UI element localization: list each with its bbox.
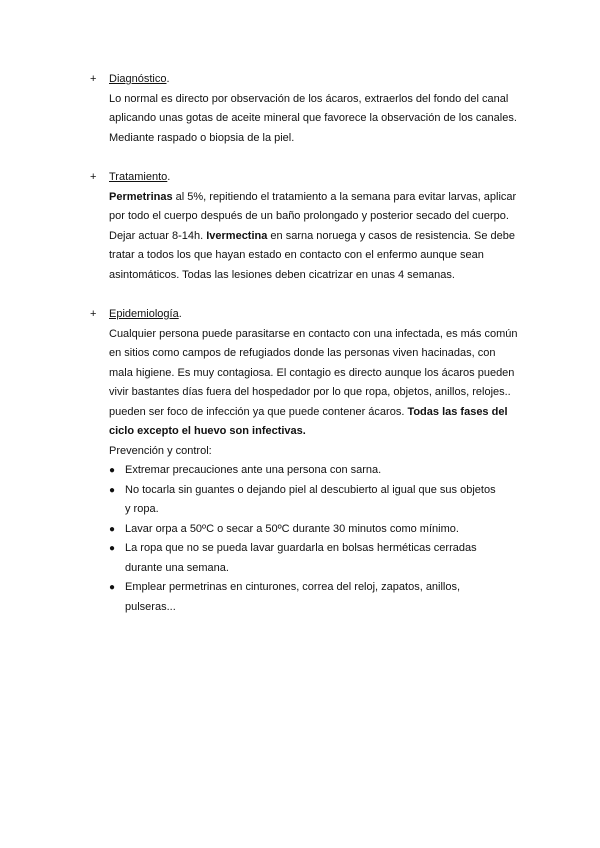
tratamiento-text — [109, 188, 519, 286]
bold-permetrinas: Permetrinas — [109, 190, 173, 203]
prevencion-label: Prevención y control: — [109, 444, 212, 457]
epidemiologia-text-1: Cualquier persona puede parasitarse en contacto con una infectada, es más común en sitios como campos de refugiados donde las personas viven hacinadas, con mala higiene. Es muy contagiosa. El contagio es directo aunque los ácaros pueden vivir bastantes días fuera del hospedador por lo que ropa, objetos, anillos, relojes.. pueden ser foco de infección ya que puede contener ácaros. — [109, 327, 518, 418]
list-item: ● Lavar orpa a 50ºC o secar a 50ºC durante 30 minutos como mínimo. — [90, 520, 500, 540]
epidemiologia-text — [109, 325, 519, 442]
heading-diagnostico: Diagnóstico — [109, 73, 167, 85]
plus-bullet: + — [90, 171, 97, 183]
heading-epidemiologia: Epidemiología — [109, 308, 179, 320]
section-body — [109, 325, 519, 462]
dot-bullet: ● — [109, 543, 116, 554]
prevencion-list — [90, 461, 530, 617]
plus-bullet: + — [90, 308, 97, 320]
heading-suffix: . — [178, 308, 182, 320]
section-heading — [90, 168, 530, 188]
plus-bullet: + — [90, 73, 97, 85]
bold-fases-infectivas: Todas las fases del ciclo excepto el huevo son infectivas. — [109, 405, 508, 437]
section-body — [109, 90, 519, 149]
section-heading — [90, 70, 530, 90]
section-diagnostico — [90, 70, 530, 148]
dot-bullet: ● — [109, 484, 116, 496]
section-body — [109, 188, 519, 286]
heading-suffix: . — [167, 171, 171, 183]
section-heading — [90, 305, 530, 325]
tratamiento-text-2: en sarna noruega y casos de resistencia. Se debe tratar a todos los que hayan estado en contacto con el enfermo aunque sean asintomáticos. Todas las lesiones deben cicatrizar en unas 4 semanas. — [109, 229, 516, 281]
dot-bullet: ● — [109, 465, 116, 476]
heading-tratamiento: Tratamiento — [109, 171, 168, 183]
list-item: ● La ropa que no se pueda lavar guardarla en bolsas herméticas cerradas durante una semana. — [90, 539, 500, 578]
heading-suffix: . — [166, 73, 170, 85]
list-item: ● Emplear permetrinas en cinturones, correa del reloj, zapatos, anillos, pulseras... — [90, 578, 500, 617]
bold-ivermectina: Ivermectina — [206, 229, 268, 242]
list-item: ● No tocarla sin guantes o dejando piel al descubierto al igual que sus objetos y ropa. — [90, 481, 500, 520]
diagnostico-text: Lo normal es directo por observación de los ácaros, extraerlos del fondo del canal aplicando unas gotas de aceite mineral que favorece la observación de los canales. Mediante raspado o biopsia de la piel. — [109, 92, 517, 144]
section-tratamiento — [90, 168, 530, 285]
list-item: ● Extremar precauciones ante una persona con sarna. — [90, 461, 500, 481]
tratamiento-text-1: al 5%, repitiendo el tratamiento a la semana para evitar larvas, aplicar por todo el cuerpo después de un baño prolongado y posterior secado del cuerpo. Dejar actuar 8-14h. — [109, 190, 517, 242]
dot-bullet: ● — [109, 523, 116, 535]
section-epidemiologia — [90, 305, 530, 617]
dot-bullet: ● — [109, 582, 116, 593]
